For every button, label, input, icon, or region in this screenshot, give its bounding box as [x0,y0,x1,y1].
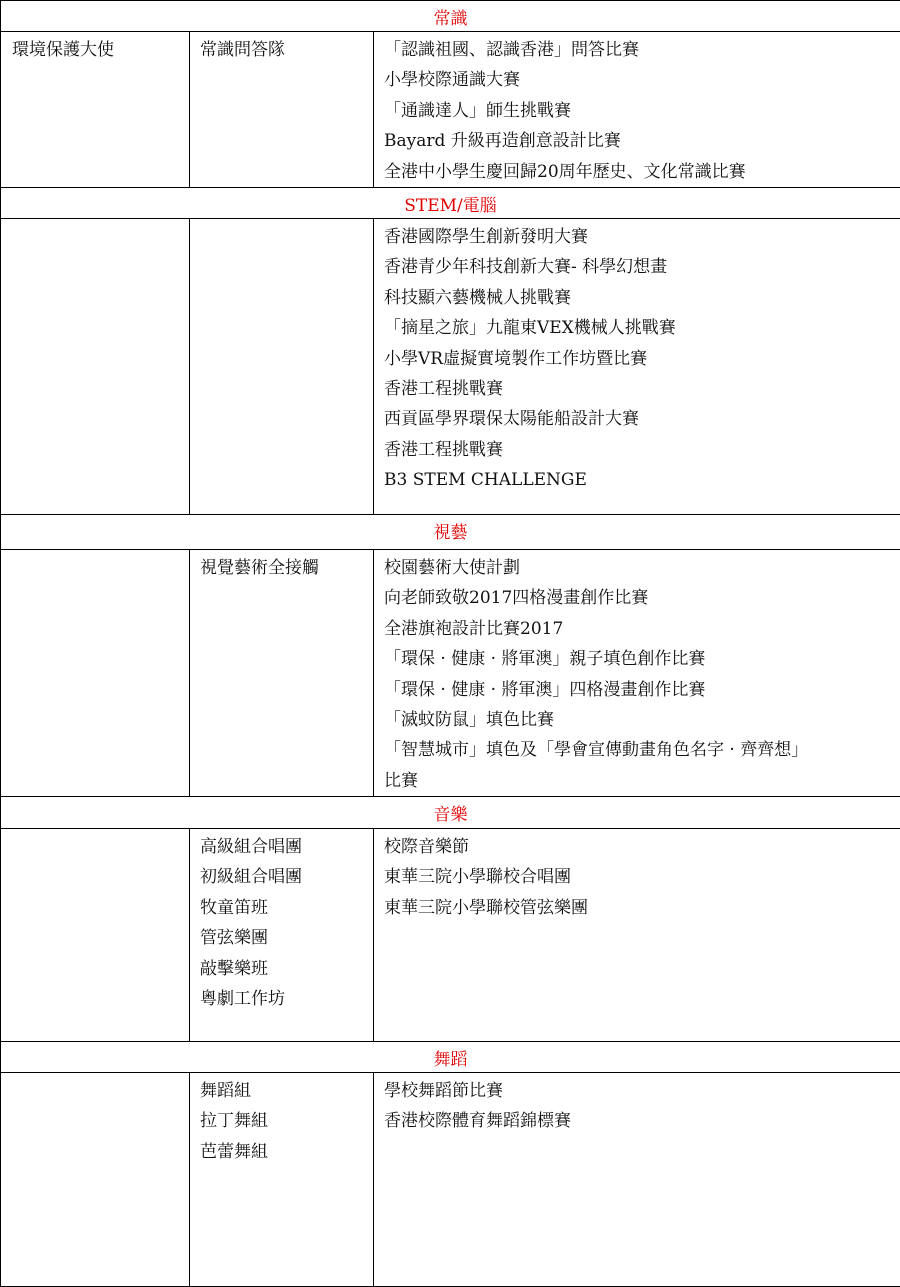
team-cell [1,32,190,188]
team-item: 環境保護大使 [12,35,189,65]
competition-cell [374,218,900,514]
competition-item: 學校舞蹈節比賽 [384,1076,900,1106]
competition-item: 「環保 · 健康 · 將軍澳」親子填色創作比賽 [384,644,900,674]
section-header: 視藝 [1,514,900,549]
competition-cell [374,32,900,188]
competition-item: 西貢區學界環保太陽能船設計大賽 [384,404,900,434]
competition-item: 「摘星之旅」九龍東VEX機械人挑戰賽 [384,313,900,343]
activity-group-item: 芭蕾舞組 [200,1137,373,1167]
competition-item: 香港校際體育舞蹈錦標賽 [384,1106,900,1136]
section-body-row-general-studies [1,32,900,188]
activity-group-item: 拉丁舞組 [200,1106,373,1136]
activity-group-item: 牧童笛班 [200,893,373,923]
section-header: STEM/電腦 [1,187,900,218]
section-body-row-visual-arts [1,549,900,796]
section-body-row-dance [1,1073,900,1287]
activity-group-cell [190,218,374,514]
competition-item: 「智慧城市」填色及「學會宣傳動畫角色名字 · 齊齊想」 [384,735,900,765]
competition-cell [374,1073,900,1287]
competition-item: 全港旗袍設計比賽2017 [384,614,900,644]
competition-item: 東華三院小學聯校管弦樂團 [384,893,900,923]
competition-item: 小學VR虛擬實境製作工作坊暨比賽 [384,344,900,374]
section-header-row-general-studies [1,1,900,32]
competition-cell [374,549,900,796]
team-cell [1,549,190,796]
activity-group-cell [190,32,374,188]
section-header: 常識 [1,1,900,32]
section-header-row-dance [1,1042,900,1073]
competition-item: 「認識祖國、認識香港」問答比賽 [384,35,900,65]
activity-group-item: 粵劇工作坊 [200,984,373,1014]
competition-item: Bayard 升級再造創意設計比賽 [384,126,900,156]
competition-item: 校園藝術大使計劃 [384,553,900,583]
section-header-row-music [1,797,900,829]
competition-item: 科技顯六藝機械人挑戰賽 [384,283,900,313]
activity-group-item: 管弦樂團 [200,923,373,953]
competition-item: 校際音樂節 [384,832,900,862]
competition-item: B3 STEM CHALLENGE [384,465,900,495]
competition-item: 「滅蚊防鼠」填色比賽 [384,705,900,735]
activity-group-item: 敲擊樂班 [200,954,373,984]
section-header-row-stem-computer [1,187,900,218]
activity-group-item: 舞蹈組 [200,1076,373,1106]
competition-item: 比賽 [384,766,900,796]
competition-item: 香港國際學生創新發明大賽 [384,222,900,252]
competition-item: 香港工程挑戰賽 [384,435,900,465]
competition-cell [374,829,900,1042]
competition-item: 向老師致敬2017四格漫畫創作比賽 [384,583,900,613]
activity-group-cell [190,1073,374,1287]
activity-group-item: 常識問答隊 [200,35,373,65]
activity-group-item: 初級組合唱團 [200,862,373,892]
competition-item: 「通識達人」師生挑戰賽 [384,96,900,126]
activity-group-cell [190,829,374,1042]
competition-item: 「環保 · 健康 · 將軍澳」四格漫畫創作比賽 [384,675,900,705]
competition-item: 東華三院小學聯校合唱團 [384,862,900,892]
activity-group-item: 高級組合唱團 [200,832,373,862]
competition-item: 香港工程挑戰賽 [384,374,900,404]
activity-group-item: 視覺藝術全接觸 [200,553,373,583]
competition-item: 全港中小學生慶回歸20周年歷史、文化常識比賽 [384,157,900,187]
team-cell [1,829,190,1042]
section-header-row-visual-arts [1,514,900,549]
team-cell [1,1073,190,1287]
competition-item: 小學校際通識大賽 [384,65,900,95]
section-header: 音樂 [1,797,900,829]
team-cell [1,218,190,514]
competition-item: 香港青少年科技創新大賽- 科學幻想畫 [384,252,900,282]
section-body-row-music [1,829,900,1042]
activity-group-cell [190,549,374,796]
section-header: 舞蹈 [1,1042,900,1073]
section-body-row-stem-computer [1,218,900,514]
